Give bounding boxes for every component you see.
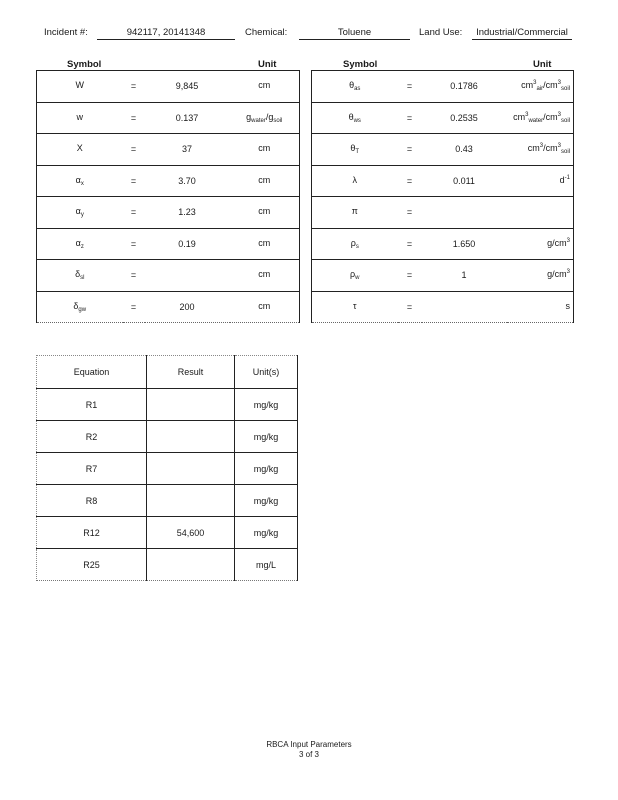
unit-cell: mg/kg — [235, 485, 298, 517]
symbol-char: X — [76, 143, 83, 154]
unit-cell: mg/kg — [235, 421, 298, 453]
result-cell — [147, 453, 235, 485]
unit-cell — [507, 291, 574, 323]
parameter-row — [37, 134, 300, 166]
unit-base: cm — [513, 111, 526, 122]
unit-base: cm — [258, 206, 271, 217]
chemical-label: Chemical: — [245, 27, 288, 38]
unit-cell — [230, 260, 300, 292]
symbol-cell — [37, 197, 123, 229]
unit-base: cm — [258, 174, 271, 185]
unit-base: /cm — [543, 111, 558, 122]
footer-page: 3 of 3 — [298, 750, 319, 759]
symbol-cell — [312, 291, 398, 323]
symbol-cell — [312, 71, 398, 103]
symbol-char: δ — [75, 269, 81, 280]
value-cell: 200 — [145, 291, 230, 323]
unit-base: /cm — [543, 143, 558, 154]
equals-cell: = — [123, 291, 145, 323]
equals-cell: = — [398, 102, 422, 134]
result-cell — [147, 421, 235, 453]
unit-base: cm — [258, 143, 271, 154]
symbol-char: θ — [349, 80, 355, 91]
symbol-subscript: T — [355, 149, 360, 156]
symbol-char: π — [351, 206, 358, 217]
parameter-row — [37, 165, 300, 197]
unit-cell: mg/kg — [235, 453, 298, 485]
unit-cell — [507, 165, 574, 197]
symbol-subscript: x — [80, 180, 84, 187]
symbol-subscript: as — [354, 86, 361, 93]
results-header-row — [37, 356, 298, 389]
unit-cell — [507, 260, 574, 292]
symbol-cell — [37, 291, 123, 323]
value-cell — [422, 291, 507, 323]
unit-superscript: -1 — [564, 174, 570, 181]
equation-cell: R12 — [37, 517, 147, 549]
unit-superscript: 3 — [539, 143, 544, 150]
symbol-subscript: z — [80, 243, 84, 250]
value-cell: 1.23 — [145, 197, 230, 229]
equals-cell: = — [398, 134, 422, 166]
symbol-cell — [312, 197, 398, 229]
value-cell: 1 — [422, 260, 507, 292]
equals-cell: = — [398, 260, 422, 292]
symbol-char: α — [75, 206, 81, 217]
unit-subscript: soil — [560, 149, 570, 156]
value-cell — [422, 197, 507, 229]
unit-subscript: soil — [560, 117, 570, 124]
parameter-row — [37, 291, 300, 323]
value-cell: 9,845 — [145, 71, 230, 103]
result-row — [37, 421, 298, 453]
unit-base: cm — [258, 80, 271, 91]
value-cell: 0.137 — [145, 102, 230, 134]
left-symbol-header: Symbol — [67, 59, 102, 70]
symbol-cell — [312, 102, 398, 134]
symbol-cell — [37, 102, 123, 134]
equals-cell: = — [398, 71, 422, 103]
parameter-row — [37, 197, 300, 229]
landuse-value: Industrial/Commercial — [472, 27, 572, 40]
results-table — [36, 355, 298, 581]
symbol-cell — [37, 165, 123, 197]
equation-cell: R8 — [37, 485, 147, 517]
unit-base: g — [246, 111, 252, 122]
unit-base: g/cm — [547, 237, 567, 248]
unit-superscript: 3 — [566, 269, 570, 276]
result-row — [37, 485, 298, 517]
parameter-row — [312, 260, 574, 292]
unit-base: cm — [521, 80, 534, 91]
symbol-char: δ — [73, 300, 79, 311]
equation-cell: R2 — [37, 421, 147, 453]
equals-cell: = — [123, 260, 145, 292]
equals-cell: = — [123, 102, 145, 134]
unit-base: s — [565, 300, 570, 311]
unit-cell — [230, 165, 300, 197]
symbol-char: ρ — [350, 269, 356, 280]
symbol-cell — [312, 228, 398, 260]
equals-cell: = — [123, 134, 145, 166]
unit-mid: /g — [265, 111, 274, 122]
value-cell: 1.650 — [422, 228, 507, 260]
chemical-value: Toluene — [299, 27, 410, 40]
unit-cell — [507, 134, 574, 166]
result-cell — [147, 549, 235, 581]
unit-superscript: 3 — [557, 80, 561, 87]
left-unit-header: Unit — [258, 59, 277, 70]
equals-cell: = — [398, 228, 422, 260]
right-unit-header: Unit — [533, 59, 552, 70]
value-cell: 37 — [145, 134, 230, 166]
symbol-cell — [312, 165, 398, 197]
unit-cell — [230, 102, 300, 134]
symbol-char: ρ — [350, 237, 356, 248]
unit-cell — [507, 197, 574, 229]
unit-cell — [230, 71, 300, 103]
unit-base: g/cm — [547, 269, 567, 280]
symbol-subscript: sl — [80, 275, 85, 282]
value-cell: 0.19 — [145, 228, 230, 260]
symbol-subscript: gw — [78, 306, 87, 313]
left-parameter-table — [36, 70, 300, 323]
symbol-char: W — [75, 80, 84, 91]
right-parameter-table — [311, 70, 574, 323]
equation-cell: R7 — [37, 453, 147, 485]
value-cell: 0.43 — [422, 134, 507, 166]
unit-cell: mg/kg — [235, 389, 298, 421]
unit-superscript: 3 — [566, 237, 570, 244]
unit-superscript: 3 — [533, 80, 537, 87]
unit-base: d — [559, 174, 565, 185]
value-cell: 3.70 — [145, 165, 230, 197]
unit-superscript: 3 — [525, 111, 529, 118]
equals-cell: = — [123, 228, 145, 260]
symbol-char: θ — [348, 111, 354, 122]
parameter-row — [312, 291, 574, 323]
unit-base: /cm — [543, 80, 558, 91]
equation-cell: R1 — [37, 389, 147, 421]
unit-subscript: soil — [560, 86, 570, 93]
parameter-row — [312, 228, 574, 260]
symbol-subscript: w — [355, 275, 360, 282]
symbol-cell — [312, 134, 398, 166]
parameter-row — [312, 134, 574, 166]
unit-cell — [507, 102, 574, 134]
symbol-cell — [312, 260, 398, 292]
parameter-row — [37, 228, 300, 260]
right-symbol-header: Symbol — [343, 59, 378, 70]
unit-base: cm — [258, 269, 271, 280]
symbol-cell — [37, 228, 123, 260]
symbol-subscript: y — [80, 212, 84, 219]
symbol-char: α — [75, 174, 81, 185]
value-cell — [145, 260, 230, 292]
result-row — [37, 453, 298, 485]
symbol-char: θ — [350, 143, 356, 154]
parameter-row — [37, 71, 300, 103]
footer-title: RBCA Input Parameters — [266, 740, 352, 749]
parameter-row — [37, 260, 300, 292]
result-cell — [147, 485, 235, 517]
equation-header: Equation — [37, 356, 147, 389]
result-row — [37, 549, 298, 581]
unit-base: cm — [258, 237, 271, 248]
units-header: Unit(s) — [235, 356, 298, 389]
equals-cell: = — [398, 197, 422, 229]
unit-cell — [230, 291, 300, 323]
value-cell: 0.2535 — [422, 102, 507, 134]
symbol-char: λ — [352, 174, 357, 185]
equals-cell: = — [123, 71, 145, 103]
parameter-row — [312, 102, 574, 134]
equation-cell: R25 — [37, 549, 147, 581]
parameter-row — [312, 71, 574, 103]
incident-value: 942117, 20141348 — [97, 27, 235, 40]
unit-cell: mg/kg — [235, 517, 298, 549]
symbol-cell — [37, 71, 123, 103]
result-row — [37, 389, 298, 421]
equals-cell: = — [123, 165, 145, 197]
unit-base: cm — [258, 300, 271, 311]
parameter-row — [37, 102, 300, 134]
unit-cell — [230, 134, 300, 166]
result-cell: 54,600 — [147, 517, 235, 549]
unit-base: cm — [527, 143, 540, 154]
unit-subscript: water — [251, 117, 266, 124]
unit-superscript: 3 — [557, 143, 561, 150]
equals-cell: = — [398, 291, 422, 323]
result-row — [37, 517, 298, 549]
unit-superscript: 3 — [557, 111, 561, 118]
unit-cell — [230, 228, 300, 260]
unit-cell: mg/L — [235, 549, 298, 581]
unit-subscript: water — [528, 117, 544, 124]
parameter-row — [312, 165, 574, 197]
symbol-subscript: ws — [353, 117, 361, 124]
parameter-row — [312, 197, 574, 229]
symbol-cell — [37, 134, 123, 166]
unit-subscript: soil — [273, 117, 283, 124]
symbol-char: α — [75, 237, 81, 248]
unit-subscript: air — [536, 86, 544, 93]
unit-cell — [230, 197, 300, 229]
symbol-char: w — [76, 111, 83, 122]
value-cell: 0.1786 — [422, 71, 507, 103]
equals-cell: = — [398, 165, 422, 197]
value-cell: 0.011 — [422, 165, 507, 197]
unit-cell — [507, 71, 574, 103]
landuse-label: Land Use: — [419, 27, 463, 38]
symbol-subscript: s — [355, 243, 359, 250]
symbol-cell — [37, 260, 123, 292]
symbol-char: τ — [352, 300, 357, 311]
result-cell — [147, 389, 235, 421]
equals-cell: = — [123, 197, 145, 229]
incident-label: Incident #: — [44, 27, 88, 38]
result-header: Result — [147, 356, 235, 389]
unit-cell — [507, 228, 574, 260]
